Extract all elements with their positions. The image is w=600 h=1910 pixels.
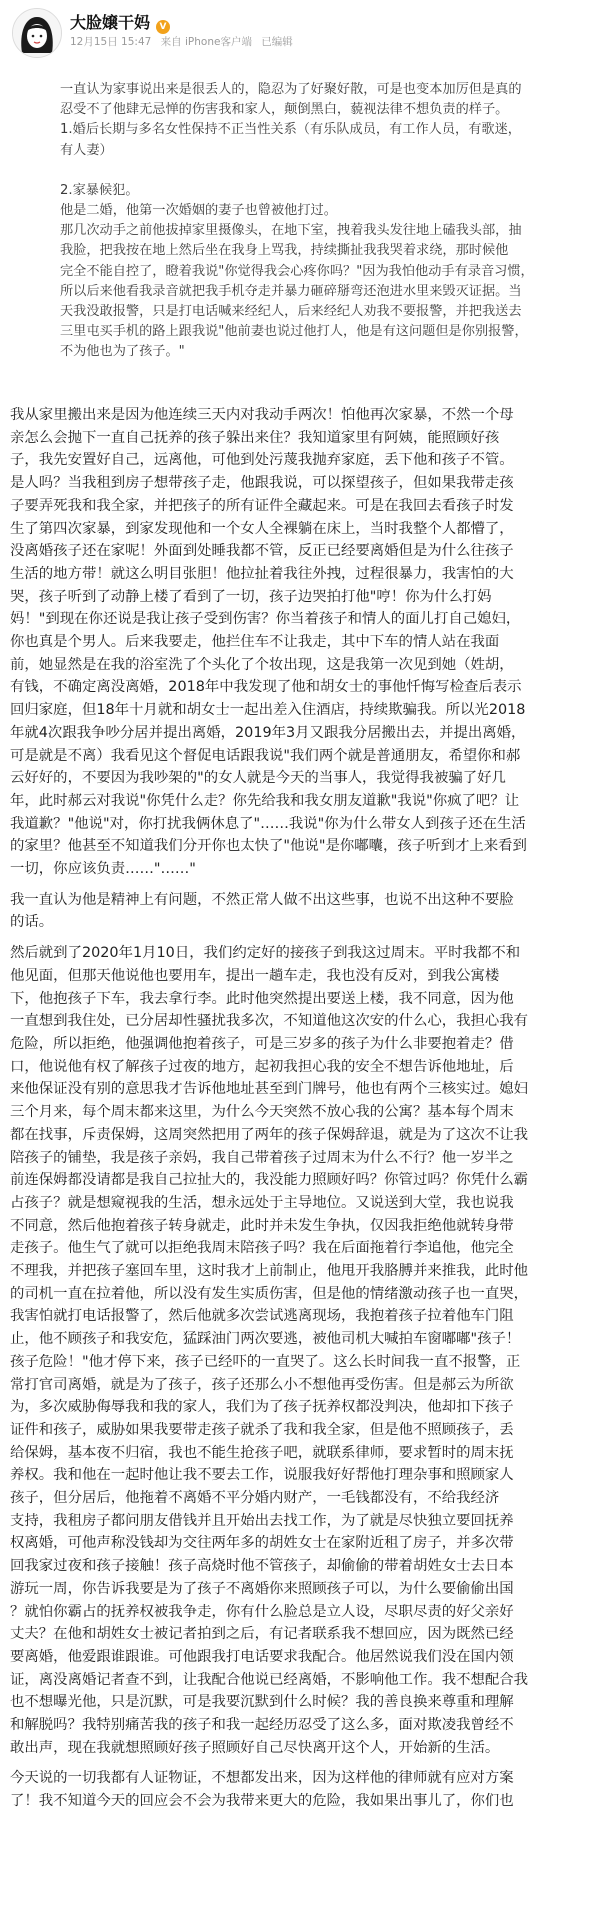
- body-line: 证，离没离婚记者查不到，让我配合他说已经离婚，不影响他工作。我不想配合我: [10, 1671, 529, 1688]
- username-text[interactable]: 大脸嬢干妈: [70, 13, 151, 32]
- quote-line: 我脸，把我按在地上然后坐在我身上骂我，持续撕扯我我哭着求绕，那时候他: [60, 243, 509, 259]
- body-line: 生了第四次家暴，到家发现他和一个女人全裸躺在床上，当时我整个人都懵了，: [10, 520, 514, 537]
- quote-line: 一直认为家事说出来是很丢人的，隐忍为了好聚好散，可是也变本加厉但是真的: [60, 82, 522, 97]
- body-line: 权离婚，可他声称没钱却为交往两年多的胡姓女士在家附近租了房子，并多次带: [10, 1535, 514, 1552]
- body-line: 哭，孩子听到了动静上楼了看到了一切，孩子边哭拍打他"哼！你为什么打妈: [10, 588, 492, 605]
- body-paragraph: [10, 889, 590, 934]
- quote-line: 有人妻）: [60, 142, 113, 158]
- body-line: 然后就到了2020年1月10日，我们约定好的接孩子到我这过周末。平时我都不和: [10, 945, 521, 962]
- body-line: 生活的地方带！就这么明目张胆！他拉扯着我往外拽，过程很暴力，我害怕的大: [10, 565, 514, 582]
- quote-line: 三里屯买手机的路上跟我说"他前妻也说过他打人，他是有这问题但是你别报警，: [60, 324, 528, 340]
- quote-line: 天我没敢报警，只是打电话喊来经纪人，后来经纪人劝我不要报警，并把我送去: [60, 304, 522, 320]
- paragraph-gap: [10, 881, 590, 889]
- body-line: 止，他不顾孩子和我安危，猛踩油门两次要逃，被他司机大喊拍车窗嘟嘟"孩子！: [10, 1331, 521, 1348]
- body-line: 走孩子。他生气了就可以拒绝我周末陪孩子吗？我在后面拖着行李追他，他完全: [10, 1240, 514, 1257]
- post-body: [10, 404, 590, 1813]
- body-line: 也不想曝光他，只是沉默，可是我要沉默到什么时候？我的善良换来尊重和理解: [10, 1694, 514, 1711]
- body-line: 都在找事，斥责保姆，这周突然把用了两年的孩子保姆辞退，就是为了这次不让我: [10, 1126, 529, 1143]
- quote-line: 忍受不了他肆无忌惮的伤害我和家人，颠倒黑白，藐视法律不想负责的样子。: [60, 102, 509, 118]
- body-line: 我从家里搬出来是因为他连续三天内对我动手两次！怕他再次家暴，不然一个母: [10, 407, 514, 423]
- vip-badge-icon: V: [156, 20, 170, 34]
- body-line: 危险，所以拒绝，他强调他抱着孩子，可是三岁多的孩子为什么非要抱着走？借: [10, 1035, 514, 1052]
- body-line: 你也真是个男人。后来我要走，他拦住车不让我走，其中下车的情人站在我面: [10, 634, 500, 651]
- post-time[interactable]: 12月15日 15:47: [70, 36, 152, 48]
- quote-line: 不为他也为了孩子。": [60, 344, 185, 360]
- quote-line: 他是二婚，他第一次婚姻的妻子也曾被他打过。: [60, 203, 337, 219]
- body-line: ？就怕你霸占的抚养权被我争走，你有什么脸总是立人设，尽职尽责的好父亲好: [10, 1603, 514, 1620]
- paragraph-gap: [10, 934, 590, 942]
- body-line: 云好好的，不要因为我吵架的"的女人就是今天的当事人，我觉得我被骗了好几: [10, 770, 506, 787]
- body-line: 没离婚孩子还在家呢！外面到处睡我都不管，反正已经要离婚但是为什么往孩子: [10, 543, 514, 560]
- body-line: 丈夫？在他和胡姓女士被记者拍到之后，有记者联系我不想回应，因为既然已经: [10, 1626, 514, 1643]
- body-line: 前，她显然是在我的浴室洗了个头化了个妆出现，这是我第一次见到她（姓胡，: [10, 656, 514, 673]
- body-line: 要离婚，他爱跟谁跟谁。可他跟我打电话要求我配合。他居然说我们没在国内领: [10, 1648, 514, 1665]
- body-line: 口，他说他有权了解孩子过夜的地方，起初我担心我的安全不想告诉他地址，后: [10, 1058, 514, 1075]
- body-line: 三个月来，每个周末都来这里，为什么今天突然不放心我的公寓？基本每个周末: [10, 1104, 514, 1121]
- body-line: 我一直认为他是精神上有问题，不然正常人做不出这些事，也说不出这种不要脸: [10, 891, 514, 908]
- body-line: 年就4次跟我争吵分居并提出离婚，2019年3月又跟我分居搬出去，并提出离婚，: [10, 724, 526, 741]
- body-line: 孩子，但分居后，他拖着不离婚不平分婚内财产，一毛钱都没有，不给我经济: [10, 1490, 500, 1507]
- avatar-face-icon: [13, 9, 61, 57]
- body-line: 年，此时郝云对我说"你凭什么走？你先给我和我女朋友道歉"我说"你疯了吧？让: [10, 792, 520, 809]
- quote-line: 所以后来他看我录音就把我手机夺走并暴力砸碎掰弯还泡进水里来毁灭证据。当: [60, 283, 522, 299]
- body-line: 一直想到我住处，已分居却性骚扰我多次，不知道他这次安的什么心，我担心我有: [10, 1013, 529, 1030]
- quote-block: [60, 80, 580, 363]
- body-line: 不理我，并把孩子塞回车里，这时我才上前制止，他甩开我胳膊并来推我，此时他: [10, 1263, 529, 1280]
- post-source: 来自 iPhone客户端: [160, 36, 252, 48]
- body-line: 来他保证没有别的意思我才告诉他地址甚至到门牌号，他也有两个三核实过。媳妇: [10, 1081, 529, 1098]
- body-line: 我道歉？"他说"对，你打扰我俩休息了"……我说"你为什么带女人到孩子还在生活: [10, 815, 526, 832]
- quote-line: [60, 161, 580, 181]
- body-line: 有钱，不确定离没离婚，2018年中我发现了他和胡女士的事他忏悔写检查后表示: [10, 679, 522, 696]
- post-header: [0, 0, 600, 80]
- body-line: 可是就是不离）我看见这个督促电话跟我说"我们两个就是普通朋友，希望你和郝: [10, 747, 521, 764]
- body-line: 孩子危险！"他才停下来，孩子已经吓的一直哭了。这么长时间我一直不报警，正: [10, 1353, 521, 1370]
- body-line: 今天说的一切我都有人证物证，不想都发出来，因为这样他的律师就有应对方案: [10, 1770, 514, 1787]
- body-line: 和解脱吗？我特别痛苦我的孩子和我一起经历忍受了这么多，面对欺凌我曾经不: [10, 1717, 514, 1734]
- body-line: 是人吗？当我租到房子想带孩子走，他跟我说，可以探望孩子，但如果我带走孩: [10, 475, 514, 492]
- body-line: 回我家过夜和孩子接触！孩子高烧时他不管孩子，却偷偷的带着胡姓女士去日本: [10, 1558, 514, 1575]
- body-line: 了！我不知道今天的回应会不会为我带来更大的危险，我如果出事儿了，你们也: [10, 1793, 514, 1810]
- body-line: 占孩子？就是想窥视我的生活，想永远处于主导地位。又说送到大堂，我也说我: [10, 1194, 514, 1211]
- body-line: 的家里？他甚至不知道我们分开你也太快了"他说"是你嘟囔，孩子听到才上来看到: [10, 838, 527, 855]
- body-line: 子，我先安置好自己，远离他，可他到处污蔑我抛弃家庭，丢下他和孩子不管。: [10, 452, 514, 469]
- body-paragraph: [10, 404, 590, 881]
- body-line: 下，他抱孩子下车，我去拿行李。此时他突然提出要送上楼，我不同意，因为他: [10, 990, 514, 1007]
- quote-line: 2.家暴候犯。: [60, 182, 139, 198]
- body-line: 证件和孩子，威胁如果我要带走孩子就杀了我和我全家，但是他不照顾孩子，丢: [10, 1421, 514, 1438]
- body-line: 妈！"到现在你还说是我让孩子受到伤害？你当着孩子和情人的面儿打自己媳妇，: [10, 611, 521, 628]
- edited-label[interactable]: 已编辑: [261, 36, 293, 48]
- body-line: 的司机一直在拉着他，所以没有发生实质伤害，但是他的情绪激动孩子也一直哭，: [10, 1285, 529, 1302]
- body-line: 前连保姆都没请都是我自己拉扯大的，我没能力照顾好吗？你管过吗？你凭什么霸: [10, 1172, 529, 1189]
- body-line: 陪孩子的铺垫，我是孩子亲妈，我自己带着孩子过周末为什么不行？他一岁半之: [10, 1149, 514, 1166]
- body-paragraph: [10, 942, 590, 1759]
- avatar[interactable]: [12, 8, 62, 58]
- body-line: 敢出声，现在我就想照顾好孩子照顾好自己尽快离开这个人，开始新的生活。: [10, 1739, 500, 1756]
- body-line: 给保姆，基本夜不归宿，我也不能生抢孩子吧，就联系律师，要求暂时的周末抚: [10, 1444, 514, 1461]
- body-line: 他见面，但那天他说他也要用车，提出一趟车走，我也没有反对，到我公寓楼: [10, 967, 500, 984]
- post-meta: [70, 34, 299, 49]
- body-line: 支持，我租房子都问朋友借钱并且开始出去找工作，为了就是尽快独立要回抚养: [10, 1512, 514, 1529]
- body-line: 亲怎么会抛下一直自己抚养的孩子躲出来住？我知道家里有阿姨，能照顾好孩: [10, 429, 500, 446]
- body-line: 回归家庭，但18年十月就和胡女士一起出差入住酒店，持续欺骗我。所以光2018: [10, 702, 526, 719]
- body-line: 养权。我和他在一起时他让我不要去工作，说服我好好帮他打理杂事和照顾家人: [10, 1467, 514, 1484]
- body-paragraph: [10, 1767, 590, 1812]
- body-line: 一切，你应该负责……"……": [10, 861, 196, 878]
- quote-line: 完全不能自控了，瞪着我说"你觉得我会心疼你吗？"因为我怕他动手有录音习惯，: [60, 263, 534, 279]
- body-line: 的话。: [10, 914, 54, 931]
- paragraph-gap: [10, 1759, 590, 1767]
- username[interactable]: [70, 10, 170, 34]
- body-line: 不同意，然后他抱着孩子转身就走，此时并未发生争执，仅因我拒绝他就转身带: [10, 1217, 514, 1234]
- body-line: 我害怕就打电话报警了，然后他就多次尝试逃离现场，我抱着孩子拉着他车门阻: [10, 1308, 514, 1325]
- body-line: 游玩一周，你告诉我要是为了孩子不离婚你来照顾孩子可以，为什么要偷偷出国: [10, 1580, 514, 1597]
- body-line: 为，多次威胁侮辱我和我的家人，我们为了孩子抚养权都没判决，他却扣下孩子: [10, 1399, 514, 1416]
- body-line: 常打官司离婚，就是为了孩子，孩子还那么小不想他再受伤害。但是郝云为所欲: [10, 1376, 514, 1393]
- body-line: 子要弄死我和我全家，并把孩子的所有证件全藏起来。可是在我回去看孩子时发: [10, 497, 514, 514]
- quote-line: 那几次动手之前他拔掉家里摄像头，在地下室，拽着我头发往地上磕我头部，抽: [60, 223, 522, 239]
- quote-line: 1.婚后长期与多名女性保持不正当性关系（有乐队成员，有工作人员，有歌迷，: [60, 122, 521, 138]
